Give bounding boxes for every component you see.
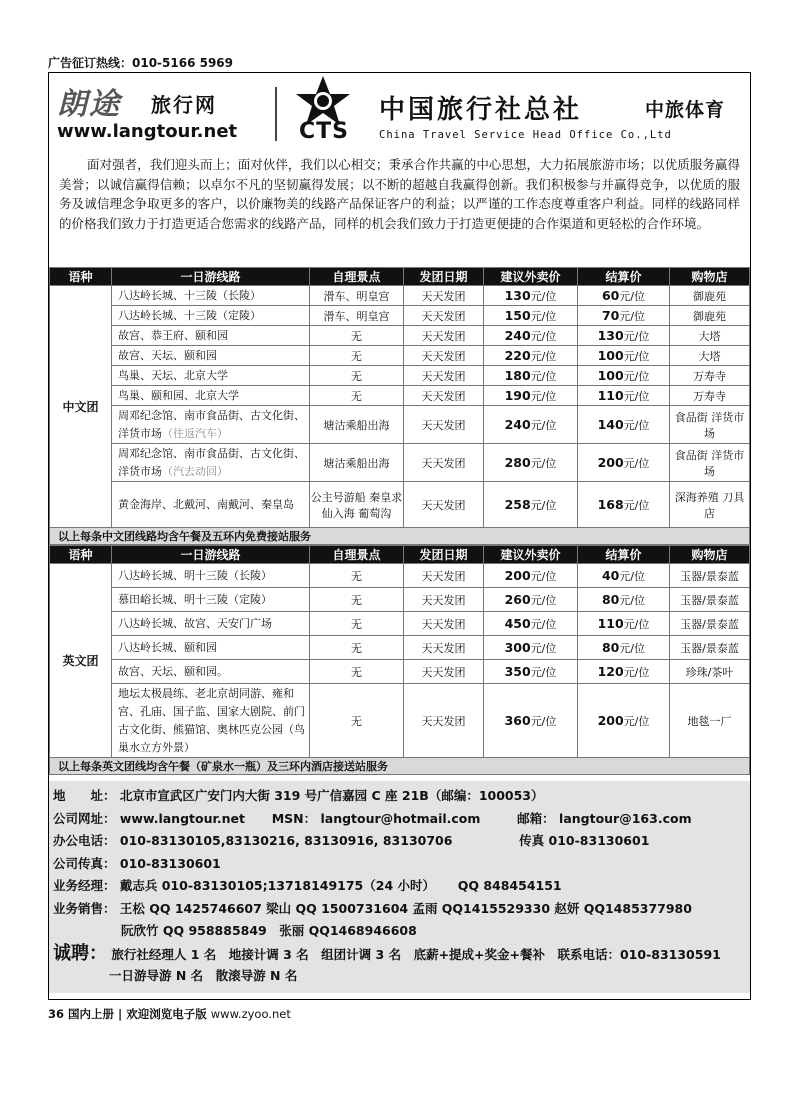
settle-price-value: 60 xyxy=(601,287,620,303)
settle-price-cell xyxy=(578,612,670,636)
date-cell: 天天发团 xyxy=(404,306,484,326)
sale-price-value: 180 xyxy=(504,367,531,383)
web-line xyxy=(53,808,746,831)
sales-label: 业务销售： xyxy=(53,900,116,916)
page-frame xyxy=(48,72,751,1000)
settle-price-value: 40 xyxy=(601,567,620,583)
sale-price-value: 360 xyxy=(504,712,531,728)
table-row xyxy=(50,406,750,444)
sale-price-cell xyxy=(484,326,578,346)
self-paid-cell: 塘沽乘船出海 xyxy=(310,406,404,444)
settle-price-value: 200 xyxy=(597,712,624,728)
table-row xyxy=(50,306,750,326)
table-row xyxy=(50,482,750,528)
col-header-shop: 购物店 xyxy=(670,546,750,564)
route-cell xyxy=(112,386,310,406)
price-unit: 元/位 xyxy=(623,498,650,512)
price-unit: 元/位 xyxy=(530,369,557,383)
self-paid-cell: 无 xyxy=(310,326,404,346)
sale-price-value: 240 xyxy=(504,327,531,343)
fax-label: 传真 xyxy=(519,833,545,848)
price-unit: 元/位 xyxy=(623,617,650,631)
shop-cell: 玉器/景泰蓝 xyxy=(670,636,750,660)
settle-price-cell xyxy=(578,444,670,482)
col-header-date: 发团日期 xyxy=(404,268,484,286)
col-header-language: 语种 xyxy=(50,546,112,564)
route-text: 慕田峪长城、明十三陵（定陵） xyxy=(118,592,272,606)
settle-price-value: 110 xyxy=(597,615,624,631)
sale-price-cell xyxy=(484,306,578,326)
col-header-route: 一日游线路 xyxy=(112,546,310,564)
self-paid-cell: 滑车、明皇宫 xyxy=(310,306,404,326)
sale-price-value: 240 xyxy=(504,416,531,432)
settle-price-cell xyxy=(578,366,670,386)
price-unit: 元/位 xyxy=(619,569,646,583)
date-cell: 天天发团 xyxy=(404,564,484,588)
table-header-row xyxy=(50,268,750,286)
shop-cell: 御鹿苑 xyxy=(670,286,750,306)
sale-price-value: 150 xyxy=(504,307,531,323)
route-cell xyxy=(112,366,310,386)
cts-abbr: CTS xyxy=(299,119,349,144)
route-text: 八达岭长城、故宫、天安门广场 xyxy=(118,616,272,630)
table-row xyxy=(50,660,750,684)
price-unit: 元/位 xyxy=(530,665,557,679)
settle-price-cell xyxy=(578,386,670,406)
price-unit: 元/位 xyxy=(530,593,557,607)
settle-price-cell xyxy=(578,286,670,306)
settle-price-value: 200 xyxy=(597,454,624,470)
phone-line xyxy=(53,830,746,853)
self-paid-cell: 公主号游船 秦皇求仙入海 葡萄沟 xyxy=(310,482,404,528)
web-link[interactable]: www.langtour.net xyxy=(119,810,245,826)
date-cell: 天天发团 xyxy=(404,326,484,346)
self-paid-cell: 无 xyxy=(310,636,404,660)
sale-price-cell xyxy=(484,482,578,528)
price-unit: 元/位 xyxy=(619,289,646,303)
footer-url[interactable]: www.zyoo.net xyxy=(210,1007,291,1021)
route-text: 鸟巢、颐和园、北京大学 xyxy=(118,388,239,402)
sale-price-value: 280 xyxy=(504,454,531,470)
table-row xyxy=(50,326,750,346)
date-cell: 天天发团 xyxy=(404,588,484,612)
shop-cell: 大塔 xyxy=(670,326,750,346)
self-paid-cell: 滑车、明皇宫 xyxy=(310,286,404,306)
web-label: 公司网址： xyxy=(53,810,116,826)
recruit-value-1: 旅行社经理人 1 名 地接计调 3 名 组团计调 3 名 底薪+提成+奖金+餐补 联系电话：010-83130591 xyxy=(111,946,721,962)
shop-cell: 大塔 xyxy=(670,346,750,366)
self-paid-cell: 无 xyxy=(310,684,404,758)
header xyxy=(49,73,750,155)
col-header-sale-price: 建议外卖价 xyxy=(484,546,578,564)
chinese-tour-table xyxy=(49,267,750,545)
price-unit: 元/位 xyxy=(623,389,650,403)
price-unit: 元/位 xyxy=(623,714,650,728)
contact-section xyxy=(49,781,750,993)
route-text: 八达岭长城、十三陵（定陵） xyxy=(118,308,261,322)
table-row xyxy=(50,612,750,636)
shop-cell: 御鹿苑 xyxy=(670,306,750,326)
date-cell: 天天发团 xyxy=(404,612,484,636)
table-row xyxy=(50,286,750,306)
settle-price-cell xyxy=(578,346,670,366)
settle-price-value: 168 xyxy=(597,496,624,512)
route-text: 八达岭长城、颐和园 xyxy=(118,640,217,654)
route-cell xyxy=(112,684,310,758)
self-paid-cell: 无 xyxy=(310,660,404,684)
date-cell: 天天发团 xyxy=(404,406,484,444)
cts-english-name: China Travel Service Head Office Co.,Ltd xyxy=(379,129,672,141)
mail-value[interactable]: langtour@163.com xyxy=(559,810,692,826)
table-row xyxy=(50,346,750,366)
route-cell xyxy=(112,636,310,660)
english-tour-table xyxy=(49,545,750,775)
langtour-url: www.langtour.net xyxy=(57,121,238,142)
self-paid-cell: 无 xyxy=(310,612,404,636)
self-paid-cell: 无 xyxy=(310,366,404,386)
settle-price-cell xyxy=(578,306,670,326)
sales-value-2: 阮欣竹 QQ 958885849 张丽 QQ1468946608 xyxy=(121,923,417,938)
footer-text: 国内上册 | 欢迎浏览电子版 xyxy=(68,1007,207,1021)
price-unit: 元/位 xyxy=(530,389,557,403)
sale-price-value: 350 xyxy=(504,663,531,679)
sale-price-cell xyxy=(484,286,578,306)
sale-price-value: 200 xyxy=(504,567,531,583)
company-fax-line xyxy=(53,853,746,876)
price-unit: 元/位 xyxy=(619,641,646,655)
route-cell xyxy=(112,326,310,346)
route-text: 故宫、恭王府、颐和园 xyxy=(118,328,228,342)
manager-line xyxy=(53,875,746,898)
ad-hotline: 广告征订热线：010-5166 5969 xyxy=(48,56,234,70)
route-cell xyxy=(112,660,310,684)
col-header-sale-price: 建议外卖价 xyxy=(484,268,578,286)
price-unit: 元/位 xyxy=(623,418,650,432)
shop-cell: 食品街 洋货市场 xyxy=(670,406,750,444)
cts-chinese-name: 中国旅行社总社 xyxy=(379,95,583,125)
sale-price-cell xyxy=(484,684,578,758)
self-paid-cell: 无 xyxy=(310,564,404,588)
col-header-self-paid: 自理景点 xyxy=(310,268,404,286)
settle-price-value: 80 xyxy=(601,591,620,607)
sale-price-value: 260 xyxy=(504,591,531,607)
note-row xyxy=(50,528,750,545)
col-header-route: 一日游线路 xyxy=(112,268,310,286)
phone-value: 010-83130105,83130216, 83130916, 83130706 xyxy=(119,833,453,848)
sale-price-cell xyxy=(484,660,578,684)
logo-divider xyxy=(275,87,277,141)
category-cell: 英文团 xyxy=(50,564,112,758)
mail-label: 邮箱： xyxy=(517,810,555,826)
recruit-value-2: 一日游导游 N 名 散滚导游 N 名 xyxy=(109,968,298,983)
price-unit: 元/位 xyxy=(530,329,557,343)
msn-value[interactable]: langtour@hotmail.com xyxy=(320,810,481,826)
manager-label: 业务经理： xyxy=(53,878,116,893)
price-unit: 元/位 xyxy=(619,593,646,607)
page-number: 36 xyxy=(48,1007,65,1021)
sale-price-value: 130 xyxy=(504,287,531,303)
date-cell: 天天发团 xyxy=(404,684,484,758)
shop-cell: 玉器/景泰蓝 xyxy=(670,612,750,636)
page-footer xyxy=(48,1006,291,1022)
self-paid-cell: 无 xyxy=(310,588,404,612)
settle-price-value: 130 xyxy=(597,327,624,343)
price-unit: 元/位 xyxy=(530,569,557,583)
price-unit: 元/位 xyxy=(530,349,557,363)
col-header-self-paid: 自理景点 xyxy=(310,546,404,564)
price-unit: 元/位 xyxy=(623,349,650,363)
price-unit: 元/位 xyxy=(530,641,557,655)
price-unit: 元/位 xyxy=(623,665,650,679)
sale-price-cell xyxy=(484,564,578,588)
sale-price-cell xyxy=(484,346,578,366)
table-row xyxy=(50,444,750,482)
recruit-label: 诚聘： xyxy=(53,942,107,964)
route-cell xyxy=(112,444,310,482)
route-cell xyxy=(112,564,310,588)
msn-label: MSN： xyxy=(271,810,317,826)
table-row xyxy=(50,588,750,612)
sale-price-cell xyxy=(484,406,578,444)
settle-price-cell xyxy=(578,406,670,444)
category-cell: 中文团 xyxy=(50,286,112,528)
fax-value: 010-83130601 xyxy=(548,833,650,848)
company-fax-value: 010-83130601 xyxy=(119,855,221,871)
self-paid-cell: 无 xyxy=(310,386,404,406)
settle-price-cell xyxy=(578,326,670,346)
sale-price-value: 220 xyxy=(504,347,531,363)
settle-price-cell xyxy=(578,684,670,758)
price-unit: 元/位 xyxy=(623,369,650,383)
sale-price-value: 258 xyxy=(504,496,531,512)
sale-price-cell xyxy=(484,444,578,482)
price-unit: 元/位 xyxy=(530,289,557,303)
shop-cell: 地毯一厂 xyxy=(670,684,750,758)
route-text: 故宫、天坛、颐和园。 xyxy=(118,664,228,678)
route-transport: （往返汽车） xyxy=(162,426,228,440)
col-header-date: 发团日期 xyxy=(404,546,484,564)
date-cell: 天天发团 xyxy=(404,286,484,306)
settle-price-value: 140 xyxy=(597,416,624,432)
col-header-settle-price: 结算价 xyxy=(578,268,670,286)
note-cell: 以上每条英文团线均含午餐（矿泉水一瓶）及三环内酒店接送站服务 xyxy=(50,758,750,775)
recruit-line-2 xyxy=(53,965,746,988)
route-text: 黄金海岸、北戴河、南戴河、秦皇岛 xyxy=(118,497,294,511)
settle-price-cell xyxy=(578,482,670,528)
sale-price-cell xyxy=(484,588,578,612)
col-header-settle-price: 结算价 xyxy=(578,546,670,564)
sales-line-2 xyxy=(53,920,746,943)
route-cell xyxy=(112,612,310,636)
price-unit: 元/位 xyxy=(623,456,650,470)
langtour-logo: 朗途 xyxy=(57,87,121,122)
route-text: 八达岭长城、十三陵（长陵） xyxy=(118,288,261,302)
sale-price-value: 300 xyxy=(504,639,531,655)
table-row xyxy=(50,386,750,406)
settle-price-cell xyxy=(578,588,670,612)
sale-price-cell xyxy=(484,366,578,386)
sale-price-cell xyxy=(484,636,578,660)
route-text: 鸟巢、天坛、北京大学 xyxy=(118,368,228,382)
route-text: 八达岭长城、明十三陵（长陵） xyxy=(118,568,272,582)
settle-price-cell xyxy=(578,636,670,660)
shop-cell: 万寿寺 xyxy=(670,386,750,406)
settle-price-cell xyxy=(578,660,670,684)
cts-sub-brand: 中旅体育 xyxy=(645,99,726,121)
date-cell: 天天发团 xyxy=(404,444,484,482)
col-header-language: 语种 xyxy=(50,268,112,286)
sales-line xyxy=(53,898,746,921)
date-cell: 天天发团 xyxy=(404,636,484,660)
table-row xyxy=(50,366,750,386)
date-cell: 天天发团 xyxy=(404,386,484,406)
route-transport: （汽去动回） xyxy=(162,464,228,478)
settle-price-value: 110 xyxy=(597,387,624,403)
recruit-line xyxy=(53,943,746,966)
settle-price-value: 120 xyxy=(597,663,624,679)
table-row xyxy=(50,684,750,758)
price-unit: 元/位 xyxy=(530,309,557,323)
route-cell xyxy=(112,306,310,326)
price-unit: 元/位 xyxy=(619,309,646,323)
col-header-shop: 购物店 xyxy=(670,268,750,286)
sale-price-cell xyxy=(484,386,578,406)
address-line xyxy=(53,785,746,808)
address-value: 北京市宣武区广安门内大街 319 号广信嘉园 C 座 21B（邮编：100053） xyxy=(119,788,544,803)
date-cell: 天天发团 xyxy=(404,482,484,528)
shop-cell: 食品街 洋货市场 xyxy=(670,444,750,482)
date-cell: 天天发团 xyxy=(404,660,484,684)
address-label: 地 址： xyxy=(53,788,116,803)
manager-qq: QQ 848454151 xyxy=(457,878,562,893)
sale-price-value: 190 xyxy=(504,387,531,403)
route-cell xyxy=(112,406,310,444)
settle-price-value: 80 xyxy=(601,639,620,655)
price-unit: 元/位 xyxy=(530,456,557,470)
company-fax-label: 公司传真： xyxy=(53,855,116,871)
route-text: 故宫、天坛、颐和园 xyxy=(118,348,217,362)
shop-cell: 玉器/景泰蓝 xyxy=(670,564,750,588)
sales-value-1: 王松 QQ 1425746607 梁山 QQ 1500731604 孟雨 QQ1415529330 赵妍 QQ1485377980 xyxy=(119,900,692,916)
self-paid-cell: 塘沽乘船出海 xyxy=(310,444,404,482)
settle-price-value: 100 xyxy=(597,347,624,363)
route-cell xyxy=(112,588,310,612)
note-cell: 以上每条中文团线路均含午餐及五环内免费接站服务 xyxy=(50,528,750,545)
price-unit: 元/位 xyxy=(530,617,557,631)
route-text: 地坛太极晨练、老北京胡同游、雍和宫、孔庙、国子监、国家大剧院、前门古文化街、熊猫馆、奥林匹克公园（鸟巢水立方外景） xyxy=(118,686,305,754)
table-header-row xyxy=(50,546,750,564)
route-cell xyxy=(112,482,310,528)
settle-price-cell xyxy=(578,564,670,588)
route-cell xyxy=(112,286,310,306)
price-unit: 元/位 xyxy=(530,418,557,432)
settle-price-value: 100 xyxy=(597,367,624,383)
shop-cell: 深海养殖 刀具店 xyxy=(670,482,750,528)
route-text: 周邓纪念馆、南市食品街、古文化街、洋货市场 xyxy=(118,408,305,440)
route-cell xyxy=(112,346,310,366)
table-row xyxy=(50,636,750,660)
sale-price-cell xyxy=(484,612,578,636)
self-paid-cell: 无 xyxy=(310,346,404,366)
price-unit: 元/位 xyxy=(530,498,557,512)
table-row xyxy=(50,564,750,588)
date-cell: 天天发团 xyxy=(404,346,484,366)
phone-label: 办公电话： xyxy=(53,833,116,848)
shop-cell: 珍珠/茶叶 xyxy=(670,660,750,684)
sale-price-value: 450 xyxy=(504,615,531,631)
date-cell: 天天发团 xyxy=(404,366,484,386)
price-unit: 元/位 xyxy=(623,329,650,343)
note-row xyxy=(50,758,750,775)
route-text: 周邓纪念馆、南市食品街、古文化街、洋货市场 xyxy=(118,446,305,478)
manager-value: 戴志兵 010-83130105;13718149175（24 小时） xyxy=(119,878,436,893)
price-unit: 元/位 xyxy=(530,714,557,728)
shop-cell: 玉器/景泰蓝 xyxy=(670,588,750,612)
langtour-logo-sub: 旅行网 xyxy=(151,93,217,117)
shop-cell: 万寿寺 xyxy=(670,366,750,386)
settle-price-value: 70 xyxy=(601,307,620,323)
intro-paragraph: 面对强者，我们迎头而上；面对伙伴，我们以心相交；秉承合作共赢的中心思想，大力拓展旅游市场；以优质服务赢得美誉；以诚信赢得信赖；以卓尔不凡的坚韧赢得发展；以不断的超越自我赢得创新。我们积极参与并赢得竞争，以优质的服务及诚信理念争取更多的客户，以价廉物美的线路产品保证客户的利益；以严谨的工作态度尊重客户利益。同样的线路同样的价格我们致力于打造更适合您需求的线路产品，同样的机会我们致力于打造更便捷的合作渠道和更轻松的合作环境。 xyxy=(59,157,740,231)
